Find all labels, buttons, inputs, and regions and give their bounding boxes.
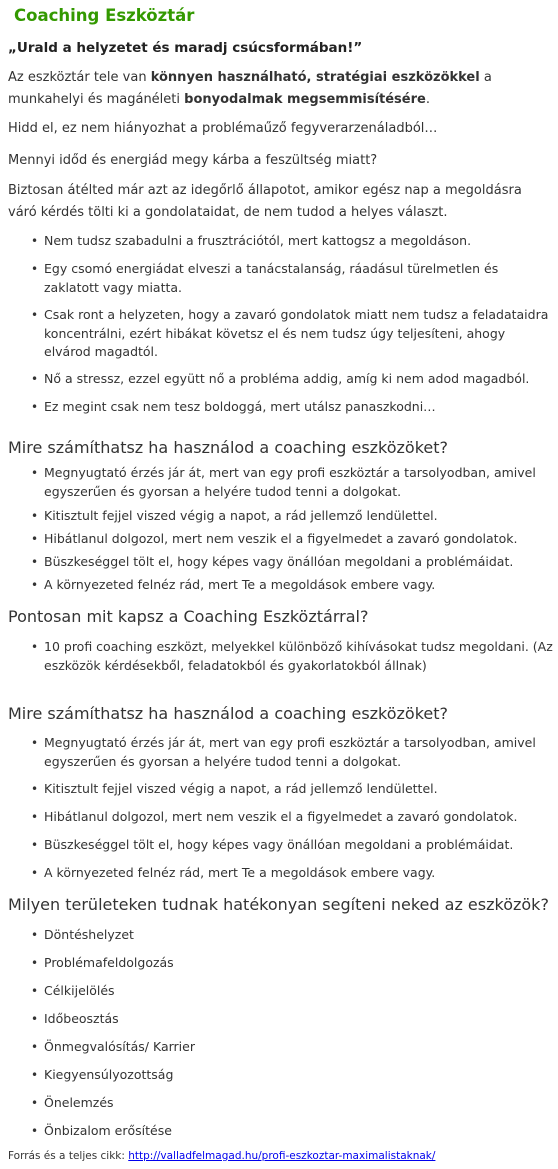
list-item: [30, 306, 554, 362]
list-item-text: Egy csomó energiádat elveszi a tanácstalanság, ráadásul türelmetlen és zaklatott vagy miatta.: [44, 261, 499, 295]
bullet-icon: •: [31, 532, 39, 546]
list-item: [30, 260, 554, 297]
intro-text-end: .: [425, 91, 430, 107]
intro-paragraph: [8, 67, 553, 110]
list-item-text: Önelemzés: [44, 1095, 114, 1110]
list-item: [30, 982, 554, 1001]
intro-text-mid: a munkahelyi és magánéleti: [8, 70, 492, 107]
bullet-icon: •: [31, 1012, 39, 1026]
list-item: [30, 1094, 554, 1113]
bullet-icon: •: [31, 736, 39, 750]
list-item-text: Kitisztult fejjel viszed végig a napot, a rád jellemző lendülettel.: [44, 508, 438, 523]
heading-what-you-get: Pontosan mit kapsz a Coaching Eszköztárral?: [8, 607, 369, 626]
list-item-text: Megnyugtató érzés jár át, mert van egy profi eszköztár a tarsolyodban, amivel egyszerűen és gyorsan a helyére tudod tenni a dolgokat.: [44, 735, 536, 769]
list-item-text: Nő a stressz, ezzel együtt nő a probléma addig, amíg ki nem adod magadból.: [44, 371, 530, 386]
heading-benefits: Mire számíthatsz ha használod a coaching eszközöket?: [8, 438, 449, 457]
list-item-text: Nem tudsz szabadulni a frusztrációtól, mert kattogsz a megoldáson.: [44, 233, 472, 248]
list-item: [30, 808, 554, 827]
heading-benefits-repeat: Mire számíthatsz ha használod a coaching eszközöket?: [8, 704, 449, 723]
list-item-text: Kitisztult fejjel viszed végig a napot, a rád jellemző lendülettel.: [44, 781, 438, 796]
source-line: [8, 1150, 435, 1162]
list-item-text: Döntéshelyzet: [44, 927, 134, 942]
list-item: [30, 836, 554, 855]
list-item-text: Csak ront a helyzeten, hogy a zavaró gondolatok miatt nem tudsz a feladataidra koncentrálni, ezért hibákat követsz el és nem tudsz úgy teljesíteni, ahogy elvárod magadtól.: [44, 307, 549, 359]
list-item: [30, 734, 554, 771]
list-item: [30, 1122, 554, 1141]
list-item-text: Megnyugtató érzés jár át, mert van egy profi eszköztár a tarsolyodban, amivel egyszerűen és gyorsan a helyére tudod tenni a dolgokat.: [44, 465, 536, 499]
list-item-text: Hibátlanul dolgozol, mert nem veszik el a figyelmedet a zavaró gondolatok.: [44, 809, 518, 824]
list-item-text: Hibátlanul dolgozol, mert nem veszik el a figyelmedet a zavaró gondolatok.: [44, 531, 518, 546]
list-item-text: 10 profi coaching eszközt, melyekkel különböző kihívásokat tudsz megoldani. (Az eszközök kérdésekből, feladatokból és gyakorlatokból állnak): [44, 639, 553, 673]
list-item: [30, 370, 554, 389]
source-link[interactable]: http://valladfelmagad.hu/profi-eszkoztar-maximalistaknak/: [128, 1150, 436, 1162]
list-item-text: Önbizalom erősítése: [44, 1123, 172, 1138]
paragraph-energy: Mennyi időd és energiád megy kárba a feszültség miatt?: [8, 153, 378, 168]
bullet-icon: •: [31, 555, 39, 569]
list-item-text: Önmegvalósítás/ Karrier: [44, 1039, 195, 1054]
list-item: [30, 638, 554, 675]
bullet-icon: •: [31, 1068, 39, 1082]
tagline: „Urald a helyzetet és maradj csúcsformában!”: [8, 40, 363, 56]
list-item: [30, 530, 554, 549]
bullet-icon: •: [31, 1040, 39, 1054]
list-item: [30, 780, 554, 799]
bullet-icon: •: [31, 466, 39, 480]
list-item: [30, 864, 554, 883]
bullet-icon: •: [31, 928, 39, 942]
list-item: [30, 954, 554, 973]
list-item-text: A környezeted felnéz rád, mert Te a megoldások embere vagy.: [44, 577, 436, 592]
list-item: [30, 576, 554, 595]
list-item: [30, 232, 554, 251]
bullet-icon: •: [31, 308, 39, 322]
bullet-icon: •: [31, 984, 39, 998]
list-item: [30, 1010, 554, 1029]
bullet-icon: •: [31, 838, 39, 852]
bullet-icon: •: [31, 262, 39, 276]
list-item: [30, 398, 554, 417]
list-item-text: Ez megint csak nem tesz boldoggá, mert utálsz panaszkodni…: [44, 399, 436, 414]
bullet-icon: •: [31, 1096, 39, 1110]
list-item-text: Időbeosztás: [44, 1011, 119, 1026]
list-item: [30, 464, 554, 501]
list-item-text: Kiegyensúlyozottság: [44, 1067, 174, 1082]
list-item-text: Problémafeldolgozás: [44, 955, 174, 970]
list-item: [30, 926, 554, 945]
page-title: Coaching Eszköztár: [14, 6, 195, 25]
paragraph-arsenal: Hidd el, ez nem hiányozhat a problémaűző fegyverarzenáladból…: [8, 121, 438, 136]
source-label: Forrás és a teljes cikk:: [8, 1150, 129, 1162]
bullet-icon: •: [31, 810, 39, 824]
bullet-icon: •: [31, 640, 39, 654]
bullet-icon: •: [31, 782, 39, 796]
list-item-text: Büszkeséggel tölt el, hogy képes vagy önállóan megoldani a problémáidat.: [44, 837, 514, 852]
bullet-icon: •: [31, 866, 39, 880]
heading-areas: Milyen területeken tudnak hatékonyan segíteni neked az eszközök?: [8, 895, 549, 914]
bullet-icon: •: [31, 956, 39, 970]
intro-text: Az eszköztár tele van: [8, 70, 151, 85]
list-item-text: Célkijelölés: [44, 983, 115, 998]
bullet-icon: •: [31, 372, 39, 386]
list-item-text: Büszkeséggel tölt el, hogy képes vagy önállóan megoldani a problémáidat.: [44, 554, 514, 569]
bullet-icon: •: [31, 509, 39, 523]
bullet-icon: •: [31, 578, 39, 592]
paragraph-state: Biztosan átélted már azt az idegőrlő állapotot, amikor egész nap a megoldásra váró kérdés tölti ki a gondolataidat, de nem tudod a helyes választ.: [8, 183, 522, 220]
list-item: [30, 1066, 554, 1085]
intro-bold-tools: könnyen használható, stratégiai eszközökkel: [150, 70, 480, 85]
bullet-icon: •: [31, 1124, 39, 1138]
bullet-icon: •: [31, 234, 39, 248]
intro-bold-complications: bonyodalmak megsemmisítésére: [184, 91, 426, 107]
list-item: [30, 507, 554, 526]
list-item: [30, 553, 554, 572]
list-item: [30, 1038, 554, 1057]
list-item-text: A környezeted felnéz rád, mert Te a megoldások embere vagy.: [44, 865, 436, 880]
bullet-icon: •: [31, 400, 39, 414]
